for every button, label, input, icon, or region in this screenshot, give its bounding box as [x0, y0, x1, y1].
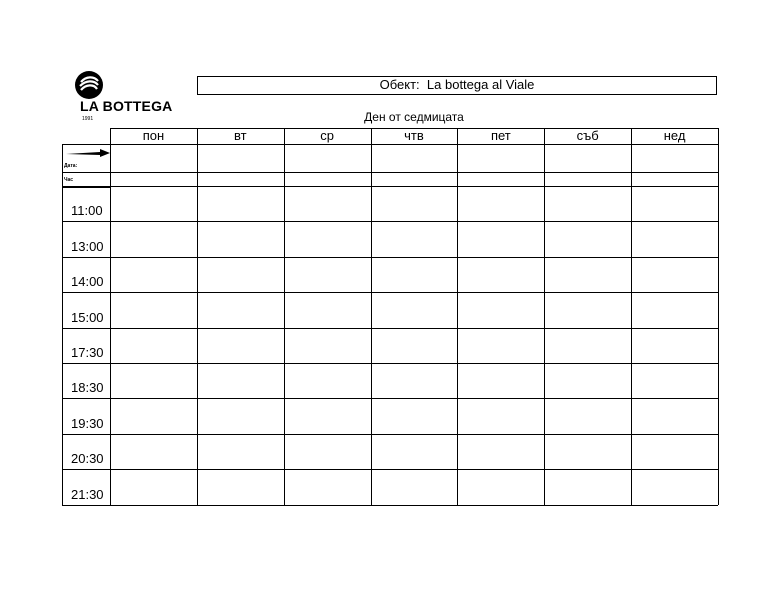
schedule-cell[interactable]: [457, 398, 544, 433]
schedule-cell[interactable]: [457, 469, 544, 504]
schedule-cell[interactable]: [284, 398, 371, 433]
schedule-cell[interactable]: [544, 434, 631, 469]
time-slot-label: 18:30: [71, 380, 104, 396]
schedule-cell[interactable]: [197, 434, 284, 469]
schedule-cell[interactable]: [110, 398, 197, 433]
day-header: съб: [576, 128, 599, 143]
schedule-cell[interactable]: [631, 257, 718, 292]
schedule-cell[interactable]: [457, 434, 544, 469]
day-header: пон: [142, 128, 165, 143]
schedule-cell[interactable]: [197, 363, 284, 398]
swirl-logo-icon: [74, 70, 104, 100]
time-slot-label: 11:00: [71, 203, 103, 219]
schedule-cell[interactable]: [284, 363, 371, 398]
schedule-cell[interactable]: [457, 328, 544, 363]
schedule-cell[interactable]: [110, 221, 197, 256]
schedule-cell[interactable]: [457, 292, 544, 327]
weekday-caption: Ден от седмицата: [364, 110, 464, 124]
schedule-cell[interactable]: [110, 328, 197, 363]
schedule-cell[interactable]: [631, 292, 718, 327]
time-slot-label: 14:00: [71, 274, 104, 290]
schedule-cell[interactable]: [197, 172, 284, 186]
schedule-cell[interactable]: [371, 434, 458, 469]
schedule-cell[interactable]: [110, 257, 197, 292]
schedule-cell[interactable]: [631, 144, 718, 172]
schedule-cell[interactable]: [110, 469, 197, 504]
schedule-cell[interactable]: [197, 328, 284, 363]
schedule-table: [62, 128, 718, 506]
logo-year: 1991: [82, 116, 94, 122]
schedule-cell[interactable]: [544, 144, 631, 172]
schedule-cell[interactable]: [457, 186, 544, 221]
schedule-cell[interactable]: [371, 221, 458, 256]
schedule-cell[interactable]: [371, 172, 458, 186]
schedule-cell[interactable]: [371, 328, 458, 363]
schedule-cell[interactable]: [110, 363, 197, 398]
schedule-cell[interactable]: [284, 292, 371, 327]
schedule-cell[interactable]: [284, 434, 371, 469]
schedule-cell[interactable]: [631, 186, 718, 221]
schedule-cell[interactable]: [284, 221, 371, 256]
schedule-cell[interactable]: [631, 363, 718, 398]
schedule-cell[interactable]: [544, 328, 631, 363]
time-slot-label: 20:30: [71, 451, 104, 467]
schedule-cell[interactable]: [544, 363, 631, 398]
day-header: чтв: [404, 128, 424, 143]
schedule-cell[interactable]: [457, 257, 544, 292]
schedule-cell[interactable]: [371, 363, 458, 398]
schedule-cell[interactable]: [197, 221, 284, 256]
time-slot-label: 13:00: [71, 238, 104, 254]
time-slot-label: 17:30: [71, 345, 104, 360]
day-header: вт: [233, 128, 247, 143]
schedule-cell[interactable]: [544, 186, 631, 221]
day-header: ср: [320, 128, 334, 143]
schedule-cell[interactable]: [544, 398, 631, 433]
schedule-cell[interactable]: [457, 172, 544, 186]
schedule-cell[interactable]: [544, 292, 631, 327]
schedule-cell[interactable]: [284, 144, 371, 172]
schedule-cell[interactable]: [197, 292, 284, 327]
schedule-cell[interactable]: [284, 257, 371, 292]
schedule-cell[interactable]: [544, 469, 631, 504]
schedule-cell[interactable]: [544, 221, 631, 256]
schedule-cell[interactable]: [371, 398, 458, 433]
schedule-cell[interactable]: [371, 144, 458, 172]
schedule-cell[interactable]: [371, 257, 458, 292]
schedule-cell[interactable]: [371, 469, 458, 504]
object-value: La bottega al Viale: [426, 77, 535, 92]
schedule-cell[interactable]: [631, 469, 718, 504]
schedule-cell[interactable]: [110, 144, 197, 172]
schedule-cell[interactable]: [197, 257, 284, 292]
schedule-cell[interactable]: [284, 186, 371, 221]
time-slot-label: 19:30: [71, 415, 104, 431]
arrow-right-icon: [66, 148, 110, 158]
schedule-cell[interactable]: [631, 434, 718, 469]
schedule-cell[interactable]: [110, 186, 197, 221]
hour-separator-line: [62, 186, 110, 188]
schedule-cell[interactable]: [457, 221, 544, 256]
object-field: [197, 76, 717, 95]
day-header: нед: [663, 128, 686, 143]
schedule-cell[interactable]: [631, 221, 718, 256]
grid-col-line: [718, 128, 719, 505]
schedule-cell[interactable]: [284, 469, 371, 504]
schedule-cell[interactable]: [371, 186, 458, 221]
schedule-cell[interactable]: [631, 398, 718, 433]
schedule-cell[interactable]: [457, 363, 544, 398]
schedule-cell[interactable]: [197, 469, 284, 504]
time-slot-label: 21:30: [71, 486, 104, 502]
schedule-cell[interactable]: [284, 328, 371, 363]
logo-brand-text: LA BOTTEGA: [80, 98, 173, 114]
schedule-cell[interactable]: [631, 172, 718, 186]
hour-label: Час: [64, 177, 74, 183]
schedule-cell[interactable]: [110, 434, 197, 469]
schedule-cell[interactable]: [631, 328, 718, 363]
schedule-cell[interactable]: [197, 144, 284, 172]
schedule-cell[interactable]: [544, 172, 631, 186]
grid-row-line: [62, 505, 718, 506]
schedule-cell[interactable]: [110, 172, 197, 186]
schedule-cell[interactable]: [197, 186, 284, 221]
schedule-cell[interactable]: [544, 257, 631, 292]
schedule-cell[interactable]: [457, 144, 544, 172]
time-slot-label: 15:00: [71, 309, 104, 325]
schedule-cell[interactable]: [284, 172, 371, 186]
object-label: Обект:: [379, 77, 420, 92]
schedule-cell[interactable]: [197, 398, 284, 433]
date-label: Дата:: [64, 163, 78, 169]
schedule-cell[interactable]: [371, 292, 458, 327]
day-header: пет: [490, 128, 511, 143]
schedule-cell[interactable]: [110, 292, 197, 327]
grid-left-border: [62, 144, 63, 505]
